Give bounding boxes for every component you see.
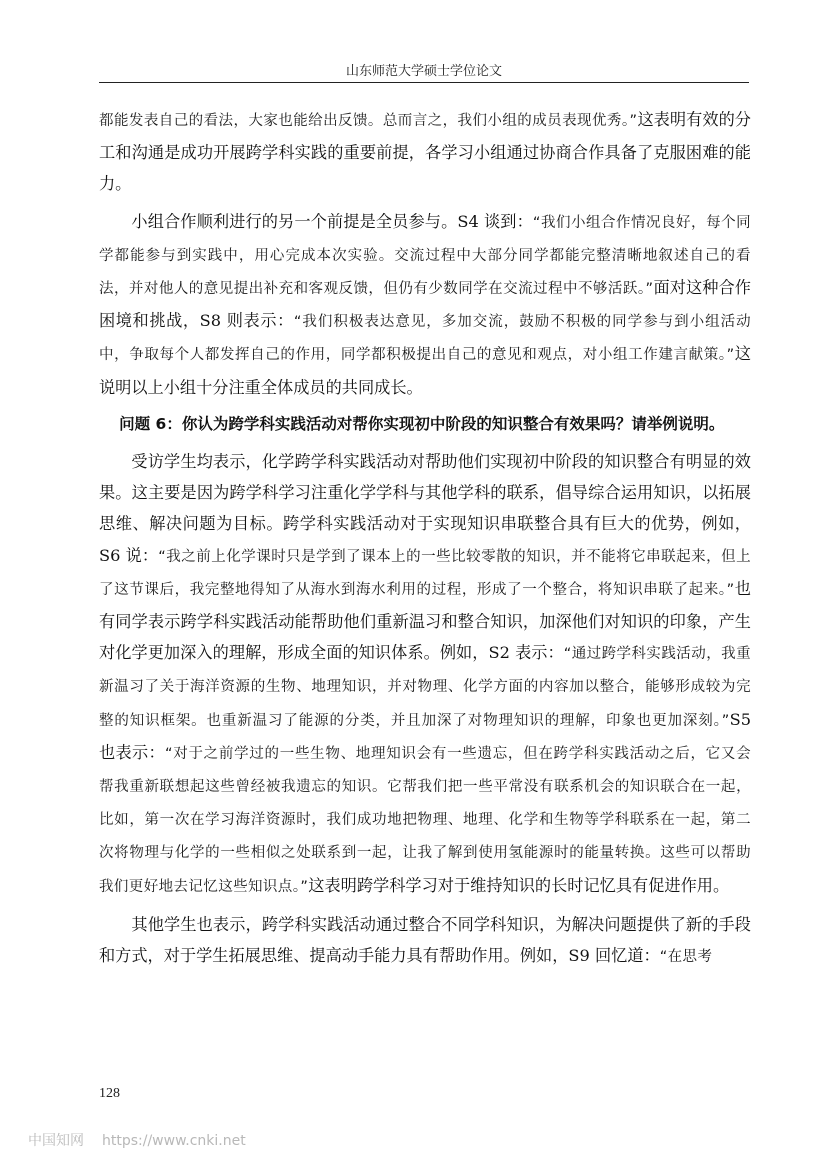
- quote: “通过跨学科实践活动，我重新温习了关于海洋资源的生物、地理知识，并对物理、化学方面的内容加以整合，能够形成较为完整的知识框架。也重新温习了能源的分类，并且加深了对物理知识的理解，印象也更加深刻。”: [99, 646, 751, 729]
- quote: “对于之前学过的一些生物、地理知识会有一些遗忘，但在跨学科实践活动之后，它又会帮我重新联想起这些曾经被我遗忘的知识。它帮我们把一些平常没有联系机会的知识联合在一起，比如，第一次在学习海洋资源时，我们成功地把物理、地理、化学和生物等学科联系在一起，第二次将物理与化学的一些相似之处联系到一起，让我了解到使用氢能源时的能量转换。这些可以帮助我们更好地去记忆这些知识点。”: [99, 745, 752, 895]
- quote: “我们积极表达意见，多加交流，鼓励不积极的同学参与到小组活动中，争取每个人都发挥自己的作用，同学都积极提出自己的意见和观点，对小组工作建言献策。”: [99, 314, 751, 364]
- running-header-title: 山东师范大学硕士学位论文: [345, 64, 502, 79]
- paragraph-text: 这说明以上小组十分注重全体成员的共同成长。: [99, 344, 751, 397]
- paragraph-1: [99, 104, 751, 200]
- paragraph-text: 这表明有效的分工和沟通是成功开展跨学科实践的重要前提，各学习小组通过协商合作具备了克服困难的能力。: [99, 110, 751, 194]
- page-body: [99, 104, 751, 973]
- paragraph-2: [99, 206, 751, 403]
- question-heading: 问题 6：你认为跨学科实践活动对帮你实现初中阶段的知识整合有效果吗？请举例说明。: [119, 414, 725, 433]
- quote: 都能发表自己的看法，大家也能给出反馈。总而言之，我们小组的成员表现优秀。”: [99, 113, 638, 129]
- paragraph-text: 小组合作顺利进行的另一个前提是全员参与。S4 谈到：: [131, 211, 533, 231]
- running-header: [99, 64, 749, 83]
- paragraph-text: 其他学生也表示，跨学科实践活动通过整合不同学科知识，为解决问题提供了新的手段和方式，对于学生拓展思维、提高动手能力具有帮助作用。例如，S9 回忆道：: [99, 914, 751, 966]
- watermark-url: https://www.cnki.net: [102, 1133, 246, 1149]
- watermark-name: 中国知网: [28, 1133, 84, 1149]
- paragraph-text: 受访学生均表示，化学跨学科实践活动对帮助他们实现初中阶段的知识整合有明显的效果。这主要是因为跨学科学习注重化学学科与其他学科的联系，倡导综合运用知识，以拓展思维、解决问题为目标。跨学科实践活动对于实现知识串联整合具有巨大的优势，例如，S6 说：: [99, 452, 751, 565]
- paragraph-text: 也有同学表示跨学科实践活动能帮助他们重新温习和整合知识，加深他们对知识的印象，产生对化学更加深入的理解，形成全面的知识体系。例如，S2 表示：: [99, 578, 751, 663]
- paragraph-4: [99, 909, 751, 973]
- paragraph-text: S5 也表示：: [99, 709, 751, 762]
- quote: “我们小组合作情况良好，每个同学都能参与到实践中，用心完成本次实验。交流过程中大部分同学都能完整清晰地叙述自己的看法，并对他人的意见提出补充和客观反馈，但仍有少数同学在交流过程中不够活跃。”: [99, 214, 751, 298]
- page-number: 128: [99, 1086, 120, 1101]
- quote: “我之前上化学课时只是学到了课本上的一些比较零散的知识，并不能将它串联起来，但上了这节课后，我完整地得知了从海水到海水利用的过程，形成了一个整合，将知识串联了起来。”: [99, 548, 751, 598]
- cnki-watermark: [28, 1130, 246, 1150]
- paragraph-text: 这表明跨学科学习对于维持知识的长时记忆具有促进作用。: [308, 875, 730, 895]
- quote: “在思考: [659, 949, 713, 966]
- paragraph-text: 面对这种合作困境和挑战，S8 则表示：: [99, 278, 751, 331]
- paragraph-3: [99, 446, 751, 903]
